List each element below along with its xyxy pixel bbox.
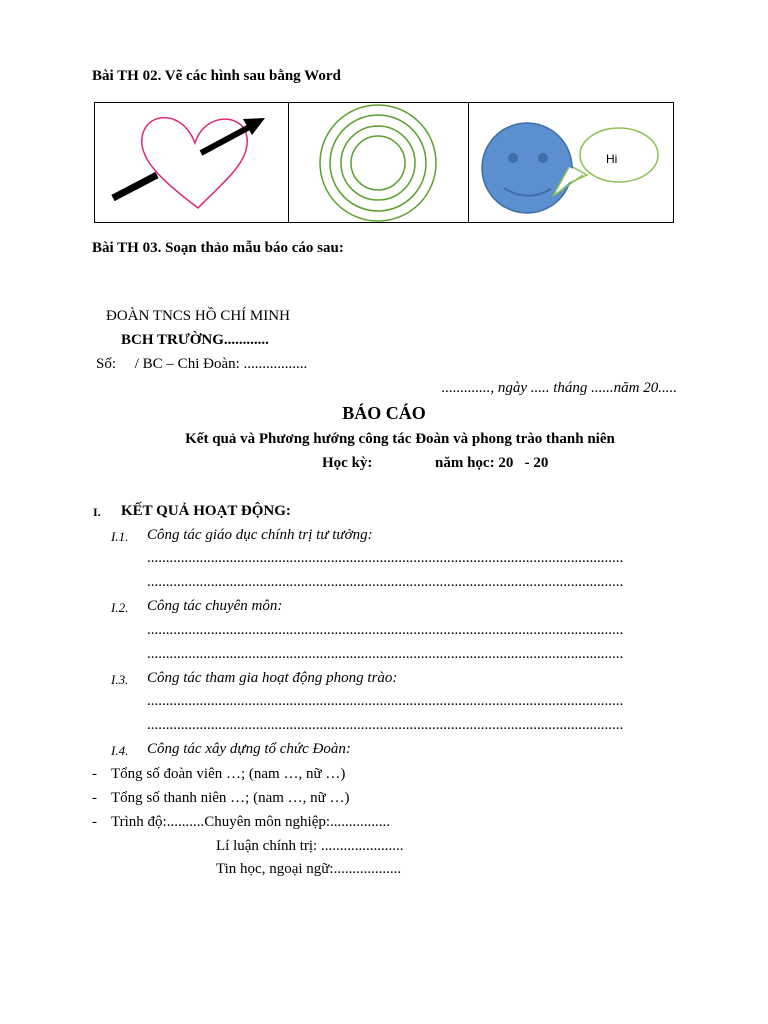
speech-bubble [580, 128, 658, 182]
arrow-shaft [113, 175, 157, 198]
report-branch: BCH TRƯỜNG............ [121, 332, 269, 348]
smiley-right-eye [538, 153, 548, 163]
extra-line: Tin học, ngoại ngữ:.................. [216, 861, 402, 877]
bullet-text: Tổng số thanh niên …; (nam …, nữ …) [111, 790, 350, 806]
speech-bubble-text: Hi [606, 152, 618, 166]
subsection-title: Công tác chuyên môn: [147, 598, 283, 614]
bullet-text: Trình độ:..........Chuyên môn nghiệp:................ [111, 814, 391, 830]
subsection-number: I.4. [111, 743, 129, 758]
shapes-table [94, 102, 674, 223]
report-org: ĐOÀN TNCS HỒ CHÍ MINH [106, 308, 290, 324]
heart-shape [142, 118, 248, 208]
semester-label: Học kỳ: [322, 455, 373, 471]
school-year: năm học: 20 - 20 [435, 455, 549, 471]
circles-cell [289, 103, 469, 222]
subsection-number: I.1. [111, 529, 129, 544]
subsection-number: I.3. [111, 672, 129, 687]
smiley-face [482, 123, 572, 213]
bullet-dash: - [92, 790, 97, 806]
report-number: Số: / BC – Chi Đoàn: ................. [96, 356, 308, 372]
bullet-dash: - [92, 766, 97, 782]
bullet-dash: - [92, 814, 97, 830]
section-number: I. [93, 505, 101, 519]
smiley-drawing [469, 103, 674, 224]
smiley-left-eye [508, 153, 518, 163]
circle-ring [320, 105, 436, 221]
report-title: BÁO CÁO [342, 403, 426, 423]
circle-ring [341, 126, 415, 200]
dotted-line: ............................................................................................................................... [147, 622, 624, 638]
heart-arrow-cell [95, 103, 289, 222]
dotted-line: ............................................................................................................................... [147, 717, 624, 733]
circle-ring [330, 115, 426, 211]
smiley-cell [469, 103, 674, 222]
dotted-line: ............................................................................................................................... [147, 574, 624, 590]
section-title: KẾT QUẢ HOẠT ĐỘNG: [121, 503, 291, 519]
report-subtitle: Kết quả và Phương hướng công tác Đoàn và phong trào thanh niên [185, 431, 615, 447]
circle-ring [351, 136, 405, 190]
subsection-title: Công tác giáo dục chính trị tư tưởng: [147, 527, 373, 543]
extra-line: Lí luận chính trị: ...................... [216, 838, 404, 854]
dotted-line: ............................................................................................................................... [147, 693, 624, 709]
exercise-03-heading: Bài TH 03. Soạn thảo mẫu báo cáo sau: [92, 240, 344, 256]
bullet-text: Tổng số đoàn viên …; (nam …, nữ …) [111, 766, 346, 782]
exercise-02-heading: Bài TH 02. Vẽ các hình sau bằng Word [92, 68, 341, 84]
dotted-line: ............................................................................................................................... [147, 646, 624, 662]
concentric-circles-drawing [289, 103, 469, 224]
subsection-number: I.2. [111, 600, 129, 615]
report-date: ............., ngày ..... tháng ......năm 20..... [441, 380, 677, 396]
subsection-title: Công tác xây dựng tổ chức Đoàn: [147, 741, 351, 757]
heart-with-arrow-drawing [95, 103, 289, 224]
dotted-line: ............................................................................................................................... [147, 550, 624, 566]
subsection-title: Công tác tham gia hoạt động phong trào: [147, 670, 398, 686]
